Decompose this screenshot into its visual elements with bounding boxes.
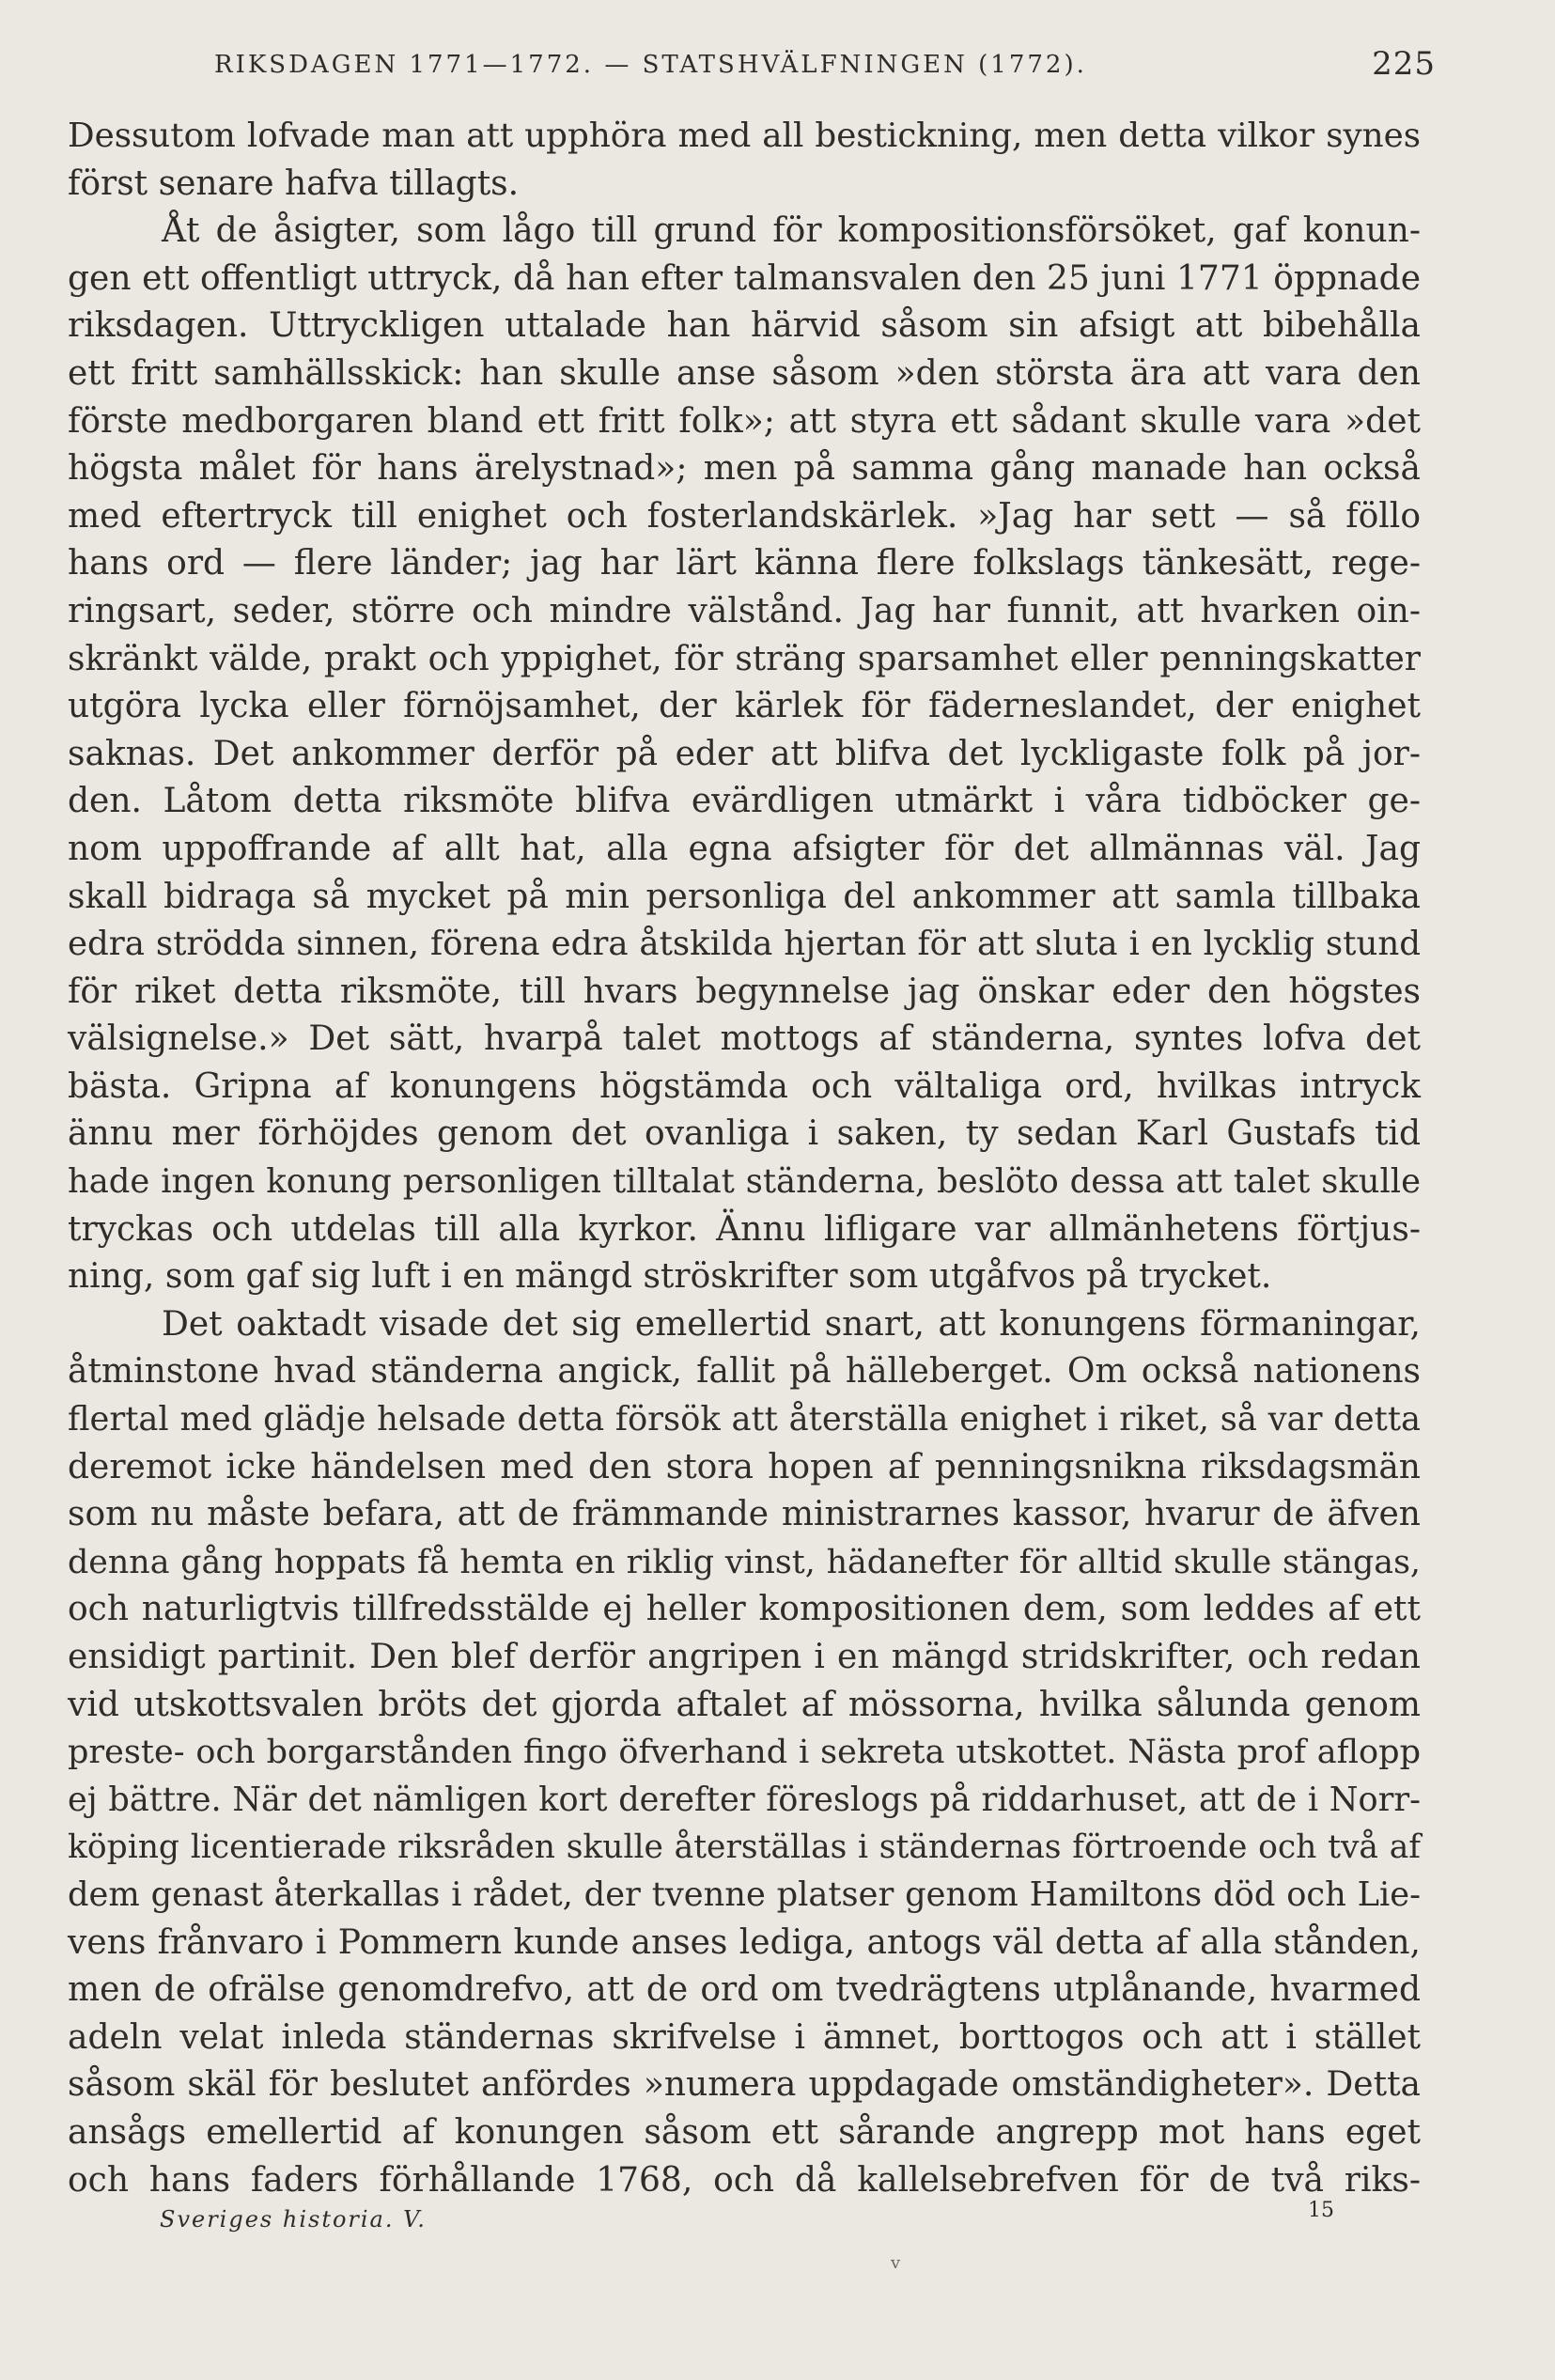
text-line: flertal med glädje helsade detta försök att återställa enighet i riket, så var detta: [68, 1400, 1421, 1439]
text-line: och naturligtvis tillfredsstälde ej heller kompositionen dem, som leddes af ett: [68, 1590, 1421, 1629]
text-line: först senare hafva tillagts.: [68, 163, 520, 203]
text-line: högsta målet för hans ärelystnad»; men på samma gång manade han också: [68, 449, 1421, 489]
text-line: dem genast återkallas i rådet, der tvenne platser genom Hamiltons död och Lie-: [68, 1874, 1421, 1914]
text-line: ensidigt partinit. Den blef derför angripen i en mängd stridskrifter, och redan: [68, 1638, 1421, 1676]
text-line: Det oaktadt visade det sig emellertid snart, att konungens förmaningar,: [162, 1304, 1421, 1344]
text-line: vid utskottsvalen bröts det gjorda aftalet af mössorna, hvilka sålunda genom: [68, 1685, 1421, 1724]
text-line: den. Låtom detta riksmöte blifva evärdligen utmärkt i våra tidböcker ge-: [68, 782, 1421, 821]
text-line: preste- och borgarstånden fingo öfverhand i sekreta utskottet. Nästa prof aflopp: [68, 1733, 1421, 1772]
text-line: såsom skäl för beslutet anfördes »numera uppdagade omständigheter». Detta: [68, 2065, 1421, 2105]
source-note: Sveriges historia. V.: [160, 2206, 427, 2232]
text-line: ej bättre. När det nämligen kort derefter föreslogs på riddarhuset, att de i Norr-: [68, 1780, 1421, 1819]
text-line: skränkt välde, prakt och yppighet, för sträng sparsamhet eller penningskatter: [68, 639, 1421, 678]
printer-mark: v: [891, 2253, 901, 2273]
text-line: som nu måste befara, att de främmande ministrarnes kassor, hvarur de äfven: [68, 1495, 1421, 1534]
text-line: saknas. Det ankommer derför på eder att blifva det lyckligaste folk på jor-: [68, 734, 1421, 773]
text-line: med eftertryck till enighet och fosterlandskärlek. »Jag har sett — så föllo: [68, 496, 1421, 536]
text-line: men de ofrälse genomdrefvo, att de ord om tvedrägtens utplånande, hvarmed: [68, 1970, 1421, 2010]
text-line: adeln velat inleda ständernas skrifvelse i ämnet, borttogos och att i stället: [68, 2017, 1421, 2057]
text-line: vens frånvaro i Pommern kunde anses lediga, antogs väl detta af alla stånden,: [68, 1922, 1421, 1962]
text-line: utgöra lycka eller förnöjsamhet, der kärlek för fäderneslandet, der enighet: [68, 687, 1421, 726]
text-line: Åt de åsigter, som lågo till grund för kompositionsförsöket, gaf konun-: [162, 211, 1421, 251]
text-line: hade ingen konung personligen tilltalat ständerna, beslöto dessa att talet skulle: [68, 1162, 1421, 1202]
running-title: RIKSDAGEN 1771—1772. — STATSHVÄLFNINGEN (1772).: [214, 51, 1087, 79]
text-line: ringsart, seder, större och mindre välstånd. Jag har funnit, att hvarken oin-: [68, 591, 1421, 630]
text-line: köping licentierade riksråden skulle återställas i ständernas förtroende och två af: [68, 1828, 1421, 1867]
text-line: riksdagen. Uttryckligen uttalade han härvid såsom sin afsigt att bibehålla: [68, 306, 1421, 346]
text-line: edra strödda sinnen, förena edra åtskilda hjertan för att sluta i en lycklig stund: [68, 925, 1421, 964]
text-line: välsignelse.» Det sätt, hvarpå talet mottogs af ständerna, syntes lofva det: [68, 1019, 1421, 1059]
page-footer: [160, 2199, 1334, 2244]
text-line: åtminstone hvad ständerna angick, fallit på hälleberget. Om också nationens: [68, 1352, 1421, 1392]
text-line: förste medborgaren bland ett fritt folk»; att styra ett sådant skulle vara »det: [68, 401, 1421, 441]
text-line: deremot icke händelsen med den stora hopen af penningsnikna riksdagsmän: [68, 1447, 1421, 1486]
text-line: ännu mer förhöjdes genom det ovanliga i saken, ty sedan Karl Gustafs tid: [68, 1114, 1421, 1154]
text-line: Dessutom lofvade man att upphöra med all bestickning, men detta vilkor synes: [68, 117, 1421, 155]
page-number: 225: [1372, 45, 1436, 83]
signature-mark: 15: [1308, 2199, 1334, 2222]
text-line: nom uppoffrande af allt hat, alla egna afsigter för det allmännas väl. Jag: [68, 829, 1421, 868]
text-line: skall bidraga så mycket på min personliga del ankommer att samla tillbaka: [68, 877, 1421, 916]
text-line: gen ett offentligt uttryck, då han efter talmansvalen den 25 juni 1771 öppnade: [68, 258, 1421, 298]
text-line: bästa. Gripna af konungens högstämda och vältaliga ord, hvilkas intryck: [68, 1066, 1421, 1106]
text-line: ansågs emellertid af konungen såsom ett sårande angrepp mot hans eget: [68, 2112, 1421, 2152]
body-text: [68, 113, 1421, 2204]
running-head: [214, 45, 1436, 92]
text-line: och hans faders förhållande 1768, och då kallelsebrefven för de två riks-: [68, 2160, 1421, 2200]
text-line: hans ord — flere länder; jag har lärt känna flere folkslags tänkesätt, rege-: [68, 544, 1421, 583]
text-line: ett fritt samhällsskick: han skulle anse såsom »den största ära att vara den: [68, 353, 1421, 393]
text-line: tryckas och utdelas till alla kyrkor. Ännu lifligare var allmänhetens förtjus-: [68, 1209, 1421, 1249]
text-line: ning, som gaf sig luft i en mängd ströskrifter som utgåfvos på trycket.: [68, 1257, 1272, 1297]
text-line: denna gång hoppats få hemta en riklig vinst, hädanefter för alltid skulle stängas,: [68, 1543, 1421, 1581]
text-line: för riket detta riksmöte, till hvars begynnelse jag önskar eder den högstes: [68, 972, 1421, 1011]
